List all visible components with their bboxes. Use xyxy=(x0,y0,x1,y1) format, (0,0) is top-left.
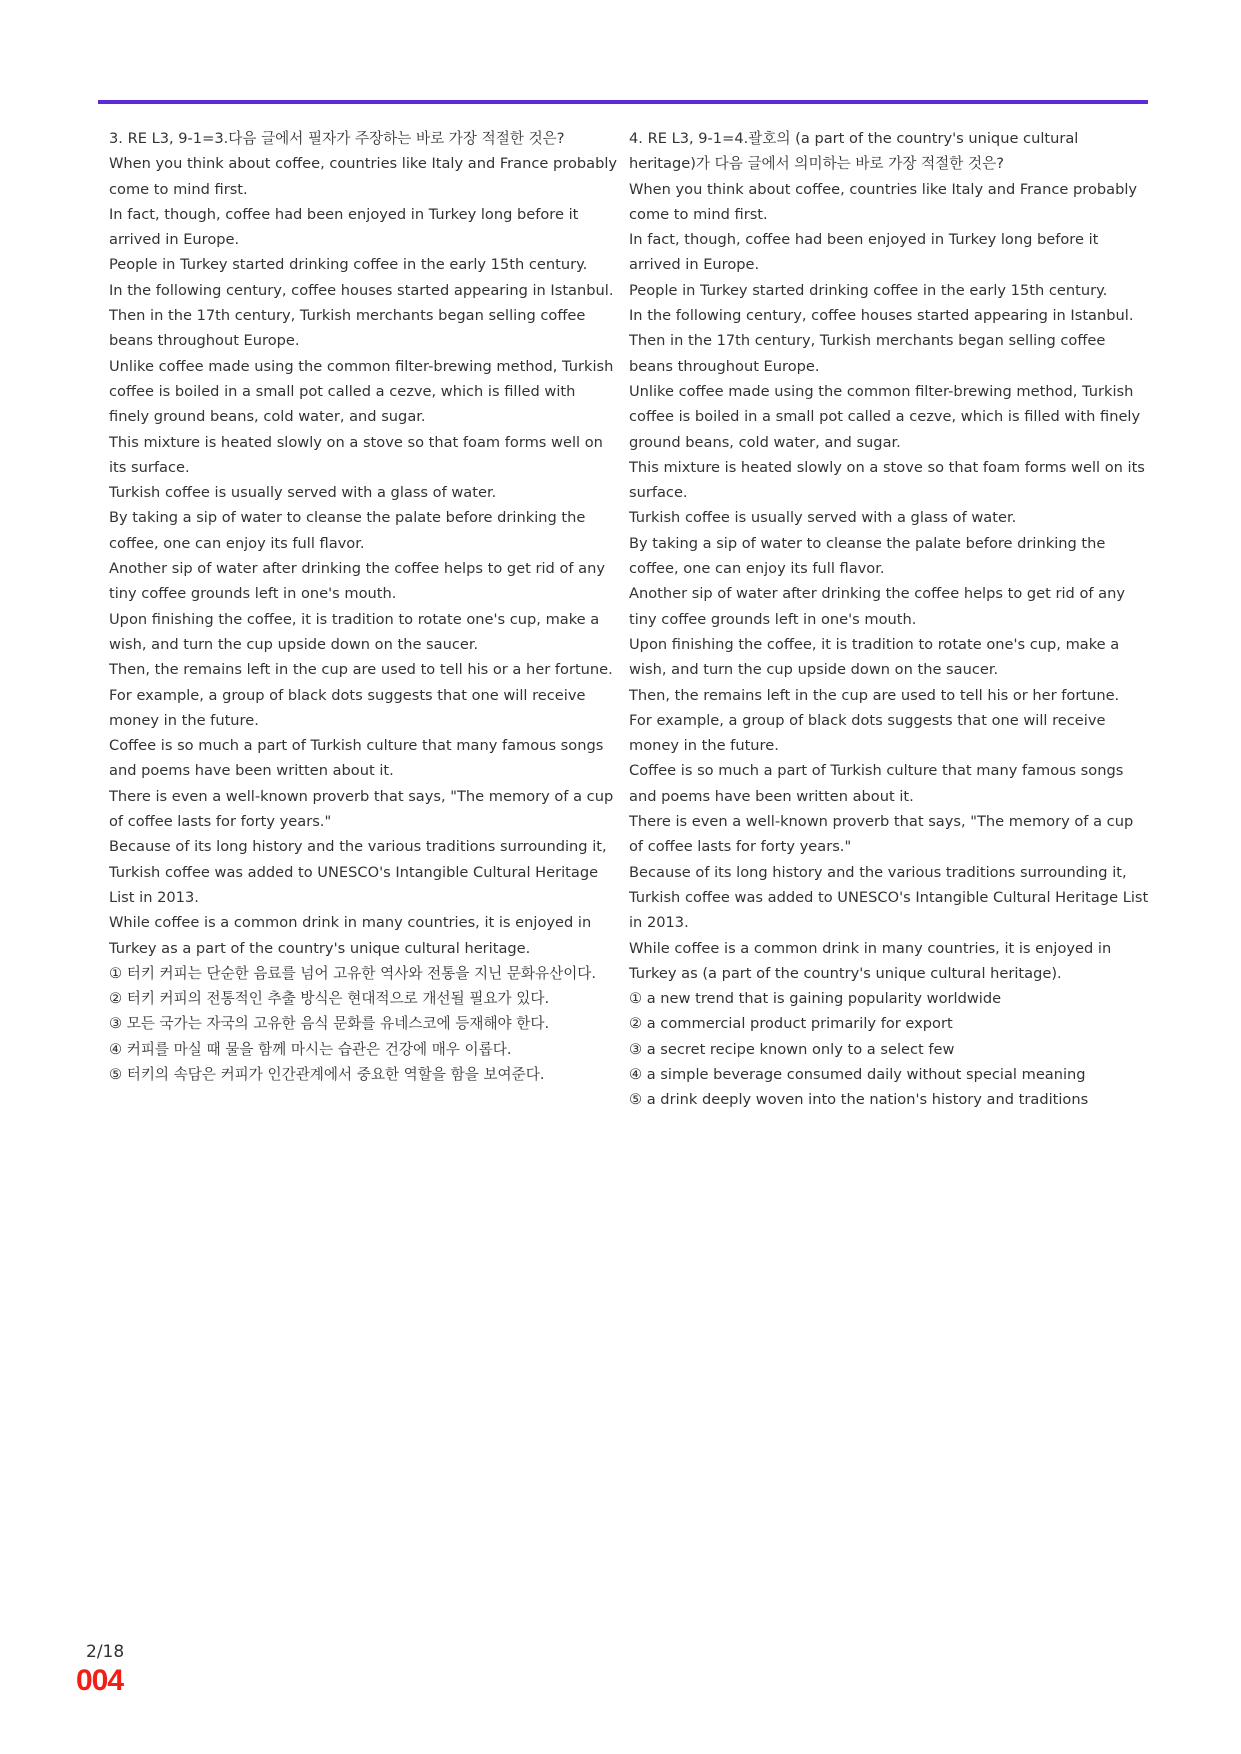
question-4 xyxy=(629,126,1149,1113)
passage-sentence: Another sip of water after drinking the coffee helps to get rid of any tiny coffee grounds left in one's mouth. xyxy=(629,585,1125,628)
passage-sentence: By taking a sip of water to cleanse the palate before drinking the coffee, one can enjoy its full flavor. xyxy=(629,534,1106,578)
answer-choice-5[interactable]: ⑤ 터키의 속담은 커피가 인간관계에서 중요한 역할을 함을 보여준다. xyxy=(109,1065,545,1083)
passage-sentence: By taking a sip of water to cleanse the palate before drinking the coffee, one can enjoy its full flavor. xyxy=(109,509,586,552)
passage-sentence: Upon finishing the coffee, it is tradition to rotate one's cup, make a wish, and turn the cup upside down on the saucer. xyxy=(629,635,1120,679)
passage-sentence: When you think about coffee, countries like Italy and France probably come to mind first. xyxy=(629,180,1138,223)
question-header: 3. RE L3, 9-1=3.다음 글에서 필자가 주장하는 바로 가장 적절한 것은? xyxy=(109,130,565,147)
passage-sentence: Unlike coffee made using the common filter-brewing method, Turkish coffee is boiled in a small pot called a cezve, which is filled with finely ground beans, cold water, and sugar. xyxy=(109,357,614,426)
passage-sentence: People in Turkey started drinking coffee in the early 15th century. xyxy=(109,256,588,274)
answer-choice-2[interactable]: ② 터키 커피의 전통적인 추출 방식은 현대적으로 개선될 필요가 있다. xyxy=(109,990,550,1008)
answer-choice-3[interactable]: ③ a secret recipe known only to a select few xyxy=(629,1040,955,1058)
header-divider xyxy=(98,100,1148,104)
passage-sentence: For example, a group of black dots suggests that one will receive money in the future. xyxy=(629,711,1106,755)
passage-sentence: While coffee is a common drink in many countries, it is enjoyed in Turkey as a part of the country's unique cultural heritage. xyxy=(109,914,592,957)
passage-sentence: Then in the 17th century, Turkish merchants began selling coffee beans throughout Europe. xyxy=(629,332,1106,375)
question-3 xyxy=(109,126,619,1087)
passage-sentence: In fact, though, coffee had been enjoyed in Turkey long before it arrived in Europe. xyxy=(629,231,1099,274)
answer-choice-4[interactable]: ④ 커피를 마실 때 물을 함께 마시는 습관은 건강에 매우 이롭다. xyxy=(109,1040,512,1058)
passage-sentence: This mixture is heated slowly on a stove so that foam forms well on its surface. xyxy=(109,433,603,476)
document-code: 004 xyxy=(76,1664,124,1697)
passage-sentence: Then in the 17th century, Turkish merchants began selling coffee beans throughout Europe. xyxy=(109,307,586,350)
passage-sentence: Then, the remains left in the cup are used to tell his or a her fortune. xyxy=(109,661,613,679)
passage-sentence: There is even a well-known proverb that says, "The memory of a cup of coffee lasts for forty years." xyxy=(109,787,614,831)
passage-sentence: Unlike coffee made using the common filter-brewing method, Turkish coffee is boiled in a small pot called a cezve, which is filled with finely ground beans, cold water, and sugar. xyxy=(629,382,1141,451)
passage-sentence: In the following century, coffee houses started appearing in Istanbul. xyxy=(109,281,614,299)
answer-choices xyxy=(109,961,619,1087)
passage-sentence: While coffee is a common drink in many countries, it is enjoyed in Turkey as (a part of the country's unique cultural heritage). xyxy=(629,939,1112,982)
question-header: 4. RE L3, 9-1=4.괄호의 (a part of the country's unique cultural heritage)가 다음 글에서 의미하는 바로 가장 적절한 것은? xyxy=(629,130,1079,173)
passage-sentence: In fact, though, coffee had been enjoyed in Turkey long before it arrived in Europe. xyxy=(109,205,579,249)
passage-sentence: When you think about coffee, countries like Italy and France probably come to mind first. xyxy=(109,155,618,198)
passage-sentence: Coffee is so much a part of Turkish culture that many famous songs and poems have been written about it. xyxy=(629,762,1124,805)
passage-sentence: In the following century, coffee houses started appearing in Istanbul. xyxy=(629,307,1134,325)
passage-sentence: Another sip of water after drinking the coffee helps to get rid of any tiny coffee grounds left in one's mouth. xyxy=(109,560,605,603)
answer-choice-3[interactable]: ③ 모든 국가는 자국의 고유한 음식 문화를 유네스코에 등재해야 한다. xyxy=(109,1015,550,1033)
passage-sentence: People in Turkey started drinking coffee in the early 15th century. xyxy=(629,281,1108,299)
answer-choice-5[interactable]: ⑤ a drink deeply woven into the nation's history and traditions xyxy=(629,1091,1089,1109)
answer-choice-4[interactable]: ④ a simple beverage consumed daily without special meaning xyxy=(629,1065,1086,1083)
passage-sentence: Because of its long history and the various traditions surrounding it, Turkish coffee was added to UNESCO's Intangible Cultural Heritage List in 2013. xyxy=(109,838,607,906)
answer-choices xyxy=(629,986,1149,1112)
answer-choice-1[interactable]: ① a new trend that is gaining popularity worldwide xyxy=(629,990,1002,1008)
passage-sentence: Turkish coffee is usually served with a glass of water. xyxy=(629,509,1017,527)
passage-sentence: For example, a group of black dots suggests that one will receive money in the future. xyxy=(109,686,586,729)
passage-sentence: Then, the remains left in the cup are used to tell his or her fortune. xyxy=(629,686,1120,704)
passage-sentence: There is even a well-known proverb that says, "The memory of a cup of coffee lasts for forty years." xyxy=(629,813,1134,856)
passage xyxy=(109,151,619,961)
answer-choice-1[interactable]: ① 터키 커피는 단순한 음료를 넘어 고유한 역사와 전통을 지닌 문화유산이다. xyxy=(109,964,597,982)
passage-sentence: Upon finishing the coffee, it is tradition to rotate one's cup, make a wish, and turn the cup upside down on the saucer. xyxy=(109,610,600,653)
passage-sentence: This mixture is heated slowly on a stove so that foam forms well on its surface. xyxy=(629,458,1145,502)
passage-sentence: Coffee is so much a part of Turkish culture that many famous songs and poems have been written about it. xyxy=(109,737,604,780)
page-number: 2/18 xyxy=(86,1642,125,1662)
passage-sentence: Because of its long history and the various traditions surrounding it, Turkish coffee was added to UNESCO's Intangible Cultural Heritage List in 2013. xyxy=(629,863,1149,932)
passage-sentence: Turkish coffee is usually served with a glass of water. xyxy=(109,484,497,502)
answer-choice-2[interactable]: ② a commercial product primarily for export xyxy=(629,1015,953,1033)
passage xyxy=(629,177,1149,987)
